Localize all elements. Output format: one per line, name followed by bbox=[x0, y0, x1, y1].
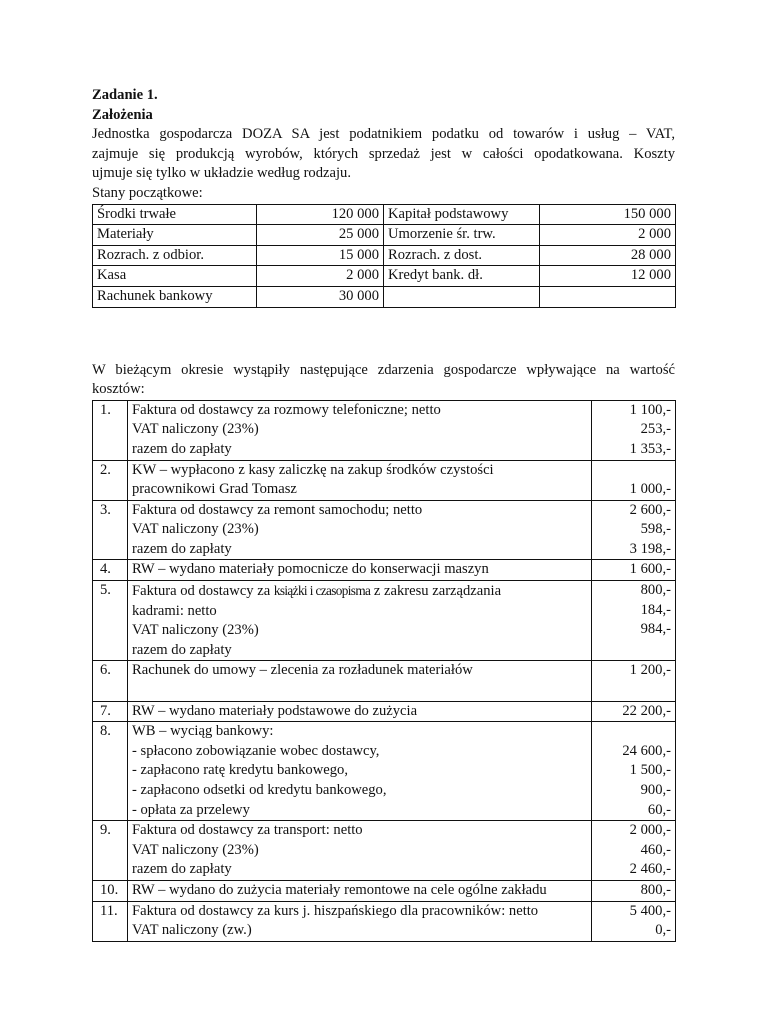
event-row bbox=[93, 661, 676, 701]
event-row bbox=[93, 821, 676, 881]
events-table bbox=[92, 400, 676, 942]
event-number: 7. bbox=[93, 701, 128, 722]
event-description-line: razem do zapłaty bbox=[132, 861, 232, 878]
event-amount: 2 600,- bbox=[629, 501, 671, 518]
event-description-line: VAT naliczony (23%) bbox=[132, 421, 259, 438]
event-amount: 1 200,- bbox=[629, 662, 671, 679]
event-amount: 1 500,- bbox=[629, 762, 671, 779]
event-description-line: VAT naliczony (23%) bbox=[132, 521, 259, 538]
event-amounts bbox=[592, 560, 676, 581]
event-number: 8. bbox=[93, 722, 128, 821]
events-intro-line-1: W bieżącym okresie wystąpiły następujące zdarzenia gospodarcze wpływające na wartość bbox=[92, 361, 675, 378]
event-description-line: razem do zapłaty bbox=[132, 641, 232, 658]
event-amount bbox=[596, 722, 671, 742]
event-number: 5. bbox=[93, 581, 128, 661]
event-description-line bbox=[132, 681, 587, 701]
stany-liability-name: Rozrach. z dost. bbox=[384, 245, 540, 266]
event-description-line: Faktura od dostawcy za rozmowy telefoniczne; netto bbox=[132, 401, 441, 418]
event-amount: 22 200,- bbox=[622, 702, 671, 719]
event-description-line: - spłacono zobowiązanie wobec dostawcy, bbox=[132, 742, 380, 759]
stany-asset-name: Rozrach. z odbior. bbox=[93, 245, 257, 266]
event-amounts bbox=[592, 460, 676, 500]
event-amounts bbox=[592, 581, 676, 661]
stany-row bbox=[93, 286, 676, 307]
event-description-line: Faktura od dostawcy za kurs j. hiszpańskiego dla pracowników: netto bbox=[132, 902, 539, 919]
event-number: 3. bbox=[93, 500, 128, 560]
event-amount: 0,- bbox=[655, 922, 671, 939]
stany-asset-name: Środki trwałe bbox=[93, 204, 257, 225]
stany-asset-value: 2 000 bbox=[257, 266, 384, 287]
stany-asset-name: Rachunek bankowy bbox=[93, 286, 257, 307]
stany-liability-value: 28 000 bbox=[540, 245, 676, 266]
spacer bbox=[92, 308, 675, 361]
event-amounts bbox=[592, 500, 676, 560]
event-amount: 3 198,- bbox=[629, 540, 671, 557]
event-description-line: razem do zapłaty bbox=[132, 540, 232, 557]
event-description-line: kadrami: netto bbox=[132, 602, 217, 619]
event-amount: 598,- bbox=[640, 521, 671, 538]
event-amount bbox=[596, 461, 671, 481]
event-description-line bbox=[132, 581, 587, 602]
stany-asset-value: 30 000 bbox=[257, 286, 384, 307]
event-amount: 1 353,- bbox=[629, 440, 671, 457]
event-row bbox=[93, 701, 676, 722]
event-number: 10. bbox=[93, 880, 128, 901]
event-amounts bbox=[592, 400, 676, 460]
event-amount: 1 000,- bbox=[629, 481, 671, 498]
event-description bbox=[128, 460, 592, 500]
event-amount: 253,- bbox=[640, 421, 671, 438]
event-row bbox=[93, 500, 676, 560]
event-description-line: Faktura od dostawcy za transport: netto bbox=[132, 822, 363, 839]
events-intro-line-2: kosztów: bbox=[92, 381, 145, 398]
event-description-line: RW – wydano do zużycia materiały remontowe na cele ogólne zakładu bbox=[132, 881, 547, 898]
event-row bbox=[93, 460, 676, 500]
event-amount bbox=[596, 681, 671, 701]
event-amount: 24 600,- bbox=[622, 742, 671, 759]
event-description-line: VAT naliczony (23%) bbox=[132, 841, 259, 858]
event-amounts bbox=[592, 901, 676, 941]
stany-row bbox=[93, 225, 676, 246]
event-description-line: WB – wyciąg bankowy: bbox=[132, 723, 274, 740]
event-row bbox=[93, 722, 676, 821]
intro-line-2: zajmuje się produkcją wyrobów, których sprzedaż jest w całości opodatkowana. Koszty bbox=[92, 145, 675, 162]
event-description bbox=[128, 701, 592, 722]
stany-asset-name: Kasa bbox=[93, 266, 257, 287]
event-amounts bbox=[592, 880, 676, 901]
event-description-text: Faktura od dostawcy za bbox=[132, 583, 274, 600]
event-description-condensed: książki i czasopisma bbox=[273, 583, 371, 599]
event-amount: 1 600,- bbox=[629, 561, 671, 578]
intro-line-1: Jednostka gospodarcza DOZA SA jest podatnikiem podatku od towarów i usług – VAT, bbox=[92, 126, 675, 143]
event-row bbox=[93, 901, 676, 941]
event-amount: 984,- bbox=[640, 621, 671, 638]
stany-liability-name: Kapitał podstawowy bbox=[384, 204, 540, 225]
event-description-line: RW – wydano materiały podstawowe do zużycia bbox=[132, 702, 418, 719]
event-description bbox=[128, 722, 592, 821]
event-description-tail: z zakresu zarządzania bbox=[370, 583, 502, 600]
event-amount: 2 460,- bbox=[629, 861, 671, 878]
stany-liability-name bbox=[384, 286, 540, 307]
event-description bbox=[128, 880, 592, 901]
event-description-line: - zapłacono odsetki od kredytu bankowego, bbox=[132, 782, 387, 798]
stany-liability-value: 150 000 bbox=[540, 204, 676, 225]
stany-liability-name: Kredyt bank. dł. bbox=[384, 266, 540, 287]
stany-table bbox=[92, 204, 676, 308]
event-amount: 460,- bbox=[640, 841, 671, 858]
event-description-line: Rachunek do umowy – zlecenia za rozładunek materiałów bbox=[132, 662, 473, 679]
stany-liability-value: 12 000 bbox=[540, 266, 676, 287]
intro-line-3: ujmuje się tylko w układzie według rodzaju. bbox=[92, 165, 351, 182]
event-amount: 900,- bbox=[640, 782, 671, 798]
event-number: 2. bbox=[93, 460, 128, 500]
event-row bbox=[93, 880, 676, 901]
event-description-line: - zapłacono ratę kredytu bankowego, bbox=[132, 762, 348, 779]
event-amount: 800,- bbox=[640, 881, 671, 898]
event-description-line: VAT naliczony (23%) bbox=[132, 622, 259, 639]
stany-liability-value: 2 000 bbox=[540, 225, 676, 246]
event-description bbox=[128, 581, 592, 661]
stany-row bbox=[93, 266, 676, 287]
event-amount: 2 000,- bbox=[629, 822, 671, 839]
event-description bbox=[128, 560, 592, 581]
event-amounts bbox=[592, 722, 676, 821]
event-description-line: RW – wydano materiały pomocnicze do konserwacji maszyn bbox=[132, 561, 489, 578]
event-amount bbox=[596, 640, 671, 660]
event-amounts bbox=[592, 821, 676, 881]
event-description bbox=[128, 500, 592, 560]
event-number: 4. bbox=[93, 560, 128, 581]
event-description-line: KW – wypłacono z kasy zaliczkę na zakup środków czystości bbox=[132, 461, 494, 478]
event-amounts bbox=[592, 661, 676, 701]
event-number: 9. bbox=[93, 821, 128, 881]
event-description-line: VAT naliczony (zw.) bbox=[132, 922, 252, 939]
stany-asset-value: 120 000 bbox=[257, 204, 384, 225]
stany-asset-value: 25 000 bbox=[257, 225, 384, 246]
stany-asset-value: 15 000 bbox=[257, 245, 384, 266]
stany-label: Stany początkowe: bbox=[92, 184, 203, 201]
stany-liability-name: Umorzenie śr. trw. bbox=[384, 225, 540, 246]
event-description bbox=[128, 901, 592, 941]
event-description-line: Faktura od dostawcy za remont samochodu; netto bbox=[132, 501, 423, 518]
event-number: 11. bbox=[93, 901, 128, 941]
event-description bbox=[128, 821, 592, 881]
event-amount: 5 400,- bbox=[629, 902, 671, 919]
event-number: 6. bbox=[93, 661, 128, 701]
page-title: Zadanie 1. bbox=[92, 87, 158, 103]
event-description-line: - opłata za przelewy bbox=[132, 801, 250, 818]
stany-liability-value bbox=[540, 286, 676, 307]
event-description-line: razem do zapłaty bbox=[132, 440, 232, 457]
event-amounts bbox=[592, 701, 676, 722]
event-amount: 1 100,- bbox=[629, 401, 671, 418]
event-description bbox=[128, 661, 592, 701]
stany-row bbox=[93, 204, 676, 225]
event-amount: 800,- bbox=[640, 582, 671, 599]
section-title: Założenia bbox=[92, 106, 153, 123]
stany-asset-name: Materiały bbox=[93, 225, 257, 246]
event-description bbox=[128, 400, 592, 460]
event-description-line: pracownikowi Grad Tomasz bbox=[132, 481, 297, 498]
event-row bbox=[93, 581, 676, 661]
event-amount: 60,- bbox=[647, 801, 671, 818]
event-row bbox=[93, 560, 676, 581]
event-row bbox=[93, 400, 676, 460]
event-amount: 184,- bbox=[640, 601, 671, 618]
event-number: 1. bbox=[93, 400, 128, 460]
stany-row bbox=[93, 245, 676, 266]
document-body bbox=[92, 86, 675, 942]
